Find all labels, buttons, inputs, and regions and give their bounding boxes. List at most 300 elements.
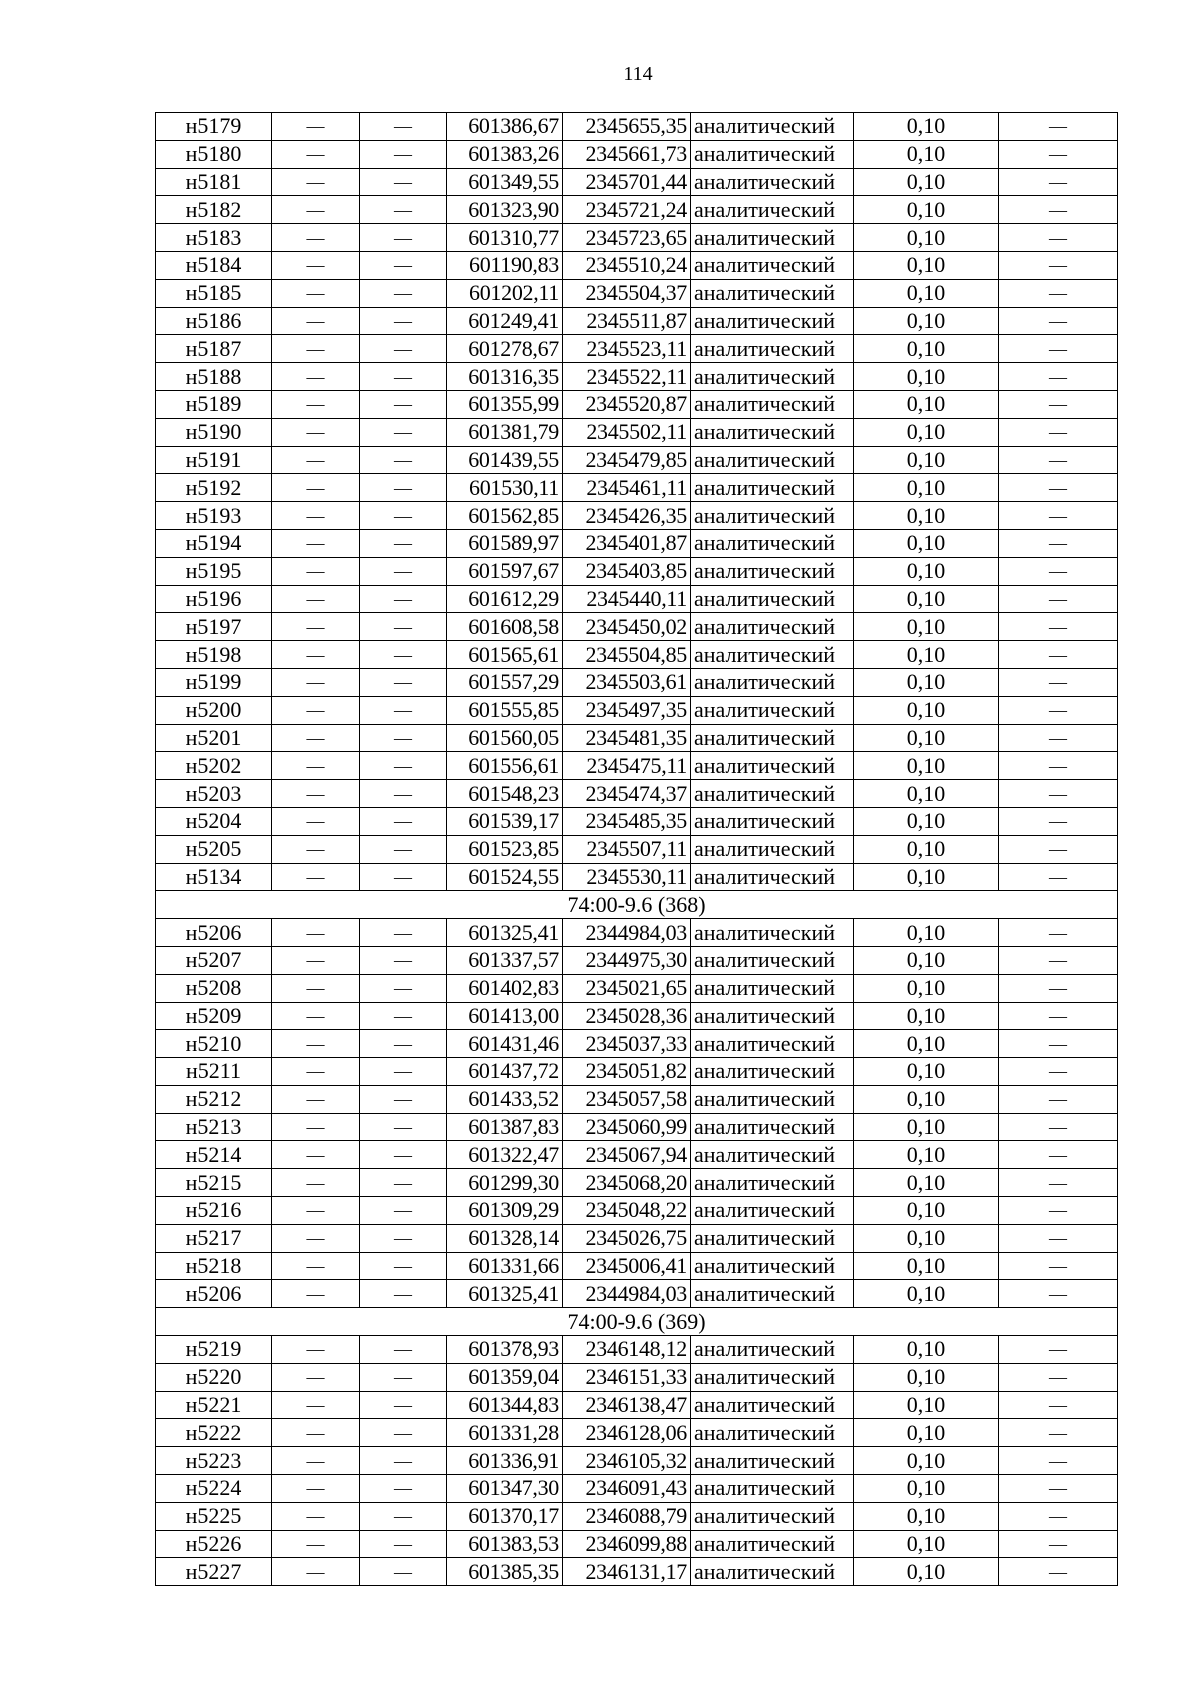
x-coordinate-cell: 601355,99: [447, 390, 563, 418]
method-cell: аналитический: [691, 307, 854, 335]
table-row: [156, 279, 1118, 307]
point-name-cell: н5222: [156, 1419, 272, 1447]
x-coordinate-cell: 601202,11: [447, 279, 563, 307]
method-cell: аналитический: [691, 1085, 854, 1113]
table-row: [156, 1419, 1118, 1447]
accuracy-cell: 0,10: [854, 251, 999, 279]
x-coordinate-cell: 601555,85: [447, 696, 563, 724]
y-coordinate-cell: 2345503,61: [563, 668, 691, 696]
accuracy-cell: 0,10: [854, 1058, 999, 1086]
accuracy-cell: 0,10: [854, 919, 999, 947]
table-row: [156, 1336, 1118, 1364]
x-coordinate-cell: 601383,53: [447, 1530, 563, 1558]
empty-x-cell: —: [272, 1085, 360, 1113]
accuracy-cell: 0,10: [854, 585, 999, 613]
accuracy-cell: 0,10: [854, 613, 999, 641]
empty-y-cell: —: [360, 641, 447, 669]
point-name-cell: н5180: [156, 140, 272, 168]
empty-y-cell: —: [360, 1141, 447, 1169]
accuracy-cell: 0,10: [854, 1363, 999, 1391]
empty-y-cell: —: [360, 1224, 447, 1252]
coordinates-table-body: [156, 113, 1118, 1586]
y-coordinate-cell: 2345037,33: [563, 1030, 691, 1058]
y-coordinate-cell: 2345504,85: [563, 641, 691, 669]
accuracy-cell: 0,10: [854, 390, 999, 418]
x-coordinate-cell: 601413,00: [447, 1002, 563, 1030]
y-coordinate-cell: 2345401,87: [563, 529, 691, 557]
x-coordinate-cell: 601530,11: [447, 474, 563, 502]
method-cell: аналитический: [691, 251, 854, 279]
description-cell: —: [999, 1113, 1118, 1141]
x-coordinate-cell: 601386,67: [447, 113, 563, 141]
accuracy-cell: 0,10: [854, 641, 999, 669]
empty-y-cell: —: [360, 363, 447, 391]
y-coordinate-cell: 2346131,17: [563, 1558, 691, 1586]
y-coordinate-cell: 2345507,11: [563, 835, 691, 863]
empty-y-cell: —: [360, 557, 447, 585]
description-cell: —: [999, 1141, 1118, 1169]
method-cell: аналитический: [691, 752, 854, 780]
method-cell: аналитический: [691, 1224, 854, 1252]
empty-x-cell: —: [272, 1058, 360, 1086]
point-name-cell: н5202: [156, 752, 272, 780]
description-cell: —: [999, 641, 1118, 669]
method-cell: аналитический: [691, 140, 854, 168]
description-cell: —: [999, 780, 1118, 808]
accuracy-cell: 0,10: [854, 418, 999, 446]
table-row: [156, 196, 1118, 224]
table-row: [156, 668, 1118, 696]
description-cell: —: [999, 1197, 1118, 1225]
x-coordinate-cell: 601323,90: [447, 196, 563, 224]
description-cell: —: [999, 974, 1118, 1002]
table-row: [156, 140, 1118, 168]
empty-x-cell: —: [272, 557, 360, 585]
y-coordinate-cell: 2345504,37: [563, 279, 691, 307]
x-coordinate-cell: 601331,66: [447, 1252, 563, 1280]
accuracy-cell: 0,10: [854, 1419, 999, 1447]
description-cell: —: [999, 835, 1118, 863]
x-coordinate-cell: 601190,83: [447, 251, 563, 279]
empty-x-cell: —: [272, 502, 360, 530]
method-cell: аналитический: [691, 1419, 854, 1447]
description-cell: —: [999, 1336, 1118, 1364]
method-cell: аналитический: [691, 919, 854, 947]
x-coordinate-cell: 601381,79: [447, 418, 563, 446]
point-name-cell: н5198: [156, 641, 272, 669]
y-coordinate-cell: 2345403,85: [563, 557, 691, 585]
x-coordinate-cell: 601560,05: [447, 724, 563, 752]
x-coordinate-cell: 601316,35: [447, 363, 563, 391]
y-coordinate-cell: 2346099,88: [563, 1530, 691, 1558]
empty-y-cell: —: [360, 1002, 447, 1030]
point-name-cell: н5191: [156, 446, 272, 474]
empty-x-cell: —: [272, 585, 360, 613]
accuracy-cell: 0,10: [854, 224, 999, 252]
accuracy-cell: 0,10: [854, 363, 999, 391]
empty-x-cell: —: [272, 363, 360, 391]
table-row: [156, 446, 1118, 474]
method-cell: аналитический: [691, 1447, 854, 1475]
description-cell: —: [999, 613, 1118, 641]
x-coordinate-cell: 601370,17: [447, 1502, 563, 1530]
description-cell: —: [999, 863, 1118, 891]
method-cell: аналитический: [691, 974, 854, 1002]
empty-x-cell: —: [272, 919, 360, 947]
y-coordinate-cell: 2344984,03: [563, 919, 691, 947]
point-name-cell: н5204: [156, 807, 272, 835]
empty-x-cell: —: [272, 1419, 360, 1447]
empty-x-cell: —: [272, 696, 360, 724]
y-coordinate-cell: 2346138,47: [563, 1391, 691, 1419]
method-cell: аналитический: [691, 1502, 854, 1530]
empty-y-cell: —: [360, 390, 447, 418]
x-coordinate-cell: 601387,83: [447, 1113, 563, 1141]
y-coordinate-cell: 2345481,35: [563, 724, 691, 752]
section-label: 74:00-9.6 (368): [156, 891, 1118, 919]
table-row: [156, 1224, 1118, 1252]
description-cell: —: [999, 1363, 1118, 1391]
table-row: [156, 1058, 1118, 1086]
empty-x-cell: —: [272, 196, 360, 224]
table-row: [156, 613, 1118, 641]
empty-x-cell: —: [272, 251, 360, 279]
point-name-cell: н5211: [156, 1058, 272, 1086]
empty-x-cell: —: [272, 1002, 360, 1030]
table-row: [156, 307, 1118, 335]
description-cell: —: [999, 724, 1118, 752]
point-name-cell: н5193: [156, 502, 272, 530]
accuracy-cell: 0,10: [854, 835, 999, 863]
point-name-cell: н5205: [156, 835, 272, 863]
description-cell: —: [999, 224, 1118, 252]
accuracy-cell: 0,10: [854, 529, 999, 557]
x-coordinate-cell: 601336,91: [447, 1447, 563, 1475]
x-coordinate-cell: 601299,30: [447, 1169, 563, 1197]
point-name-cell: н5213: [156, 1113, 272, 1141]
x-coordinate-cell: 601565,61: [447, 641, 563, 669]
empty-y-cell: —: [360, 1558, 447, 1586]
x-coordinate-cell: 601347,30: [447, 1475, 563, 1503]
description-cell: —: [999, 807, 1118, 835]
table-row: [156, 418, 1118, 446]
accuracy-cell: 0,10: [854, 724, 999, 752]
method-cell: аналитический: [691, 1030, 854, 1058]
point-name-cell: н5196: [156, 585, 272, 613]
description-cell: —: [999, 1391, 1118, 1419]
y-coordinate-cell: 2345655,35: [563, 113, 691, 141]
table-row: [156, 1363, 1118, 1391]
empty-x-cell: —: [272, 1113, 360, 1141]
method-cell: аналитический: [691, 641, 854, 669]
empty-y-cell: —: [360, 1085, 447, 1113]
point-name-cell: н5182: [156, 196, 272, 224]
point-name-cell: н5200: [156, 696, 272, 724]
empty-y-cell: —: [360, 418, 447, 446]
point-name-cell: н5183: [156, 224, 272, 252]
table-row: [156, 641, 1118, 669]
point-name-cell: н5224: [156, 1475, 272, 1503]
x-coordinate-cell: 601344,83: [447, 1391, 563, 1419]
point-name-cell: н5221: [156, 1391, 272, 1419]
empty-x-cell: —: [272, 641, 360, 669]
accuracy-cell: 0,10: [854, 780, 999, 808]
accuracy-cell: 0,10: [854, 557, 999, 585]
x-coordinate-cell: 601359,04: [447, 1363, 563, 1391]
empty-x-cell: —: [272, 446, 360, 474]
x-coordinate-cell: 601331,28: [447, 1419, 563, 1447]
method-cell: аналитический: [691, 1530, 854, 1558]
accuracy-cell: 0,10: [854, 502, 999, 530]
empty-x-cell: —: [272, 1391, 360, 1419]
empty-y-cell: —: [360, 1530, 447, 1558]
table-row: [156, 529, 1118, 557]
description-cell: —: [999, 390, 1118, 418]
description-cell: —: [999, 446, 1118, 474]
empty-y-cell: —: [360, 1058, 447, 1086]
x-coordinate-cell: 601337,57: [447, 946, 563, 974]
empty-x-cell: —: [272, 1224, 360, 1252]
accuracy-cell: 0,10: [854, 168, 999, 196]
accuracy-cell: 0,10: [854, 668, 999, 696]
method-cell: аналитический: [691, 1280, 854, 1308]
empty-x-cell: —: [272, 1252, 360, 1280]
accuracy-cell: 0,10: [854, 1002, 999, 1030]
table-row: [156, 1002, 1118, 1030]
table-row: [156, 974, 1118, 1002]
x-coordinate-cell: 601539,17: [447, 807, 563, 835]
description-cell: —: [999, 363, 1118, 391]
description-cell: —: [999, 1169, 1118, 1197]
empty-x-cell: —: [272, 1169, 360, 1197]
y-coordinate-cell: 2345461,11: [563, 474, 691, 502]
x-coordinate-cell: 601523,85: [447, 835, 563, 863]
empty-y-cell: —: [360, 780, 447, 808]
empty-y-cell: —: [360, 224, 447, 252]
method-cell: аналитический: [691, 196, 854, 224]
empty-y-cell: —: [360, 724, 447, 752]
point-name-cell: н5197: [156, 613, 272, 641]
method-cell: аналитический: [691, 1197, 854, 1225]
empty-y-cell: —: [360, 752, 447, 780]
y-coordinate-cell: 2345497,35: [563, 696, 691, 724]
y-coordinate-cell: 2345450,02: [563, 613, 691, 641]
empty-y-cell: —: [360, 1030, 447, 1058]
method-cell: аналитический: [691, 224, 854, 252]
accuracy-cell: 0,10: [854, 1502, 999, 1530]
x-coordinate-cell: 601402,83: [447, 974, 563, 1002]
empty-y-cell: —: [360, 1502, 447, 1530]
empty-x-cell: —: [272, 418, 360, 446]
point-name-cell: н5218: [156, 1252, 272, 1280]
accuracy-cell: 0,10: [854, 974, 999, 1002]
method-cell: аналитический: [691, 168, 854, 196]
empty-x-cell: —: [272, 390, 360, 418]
empty-y-cell: —: [360, 863, 447, 891]
table-row: [156, 752, 1118, 780]
x-coordinate-cell: 601378,93: [447, 1336, 563, 1364]
method-cell: аналитический: [691, 1336, 854, 1364]
accuracy-cell: 0,10: [854, 335, 999, 363]
y-coordinate-cell: 2345475,11: [563, 752, 691, 780]
x-coordinate-cell: 601612,29: [447, 585, 563, 613]
y-coordinate-cell: 2345048,22: [563, 1197, 691, 1225]
y-coordinate-cell: 2345520,87: [563, 390, 691, 418]
empty-y-cell: —: [360, 613, 447, 641]
empty-y-cell: —: [360, 446, 447, 474]
method-cell: аналитический: [691, 780, 854, 808]
description-cell: —: [999, 919, 1118, 947]
point-name-cell: н5184: [156, 251, 272, 279]
accuracy-cell: 0,10: [854, 307, 999, 335]
x-coordinate-cell: 601278,67: [447, 335, 563, 363]
point-name-cell: н5190: [156, 418, 272, 446]
empty-y-cell: —: [360, 1113, 447, 1141]
x-coordinate-cell: 601439,55: [447, 446, 563, 474]
empty-x-cell: —: [272, 863, 360, 891]
y-coordinate-cell: 2345051,82: [563, 1058, 691, 1086]
x-coordinate-cell: 601328,14: [447, 1224, 563, 1252]
description-cell: —: [999, 1530, 1118, 1558]
table-row: [156, 585, 1118, 613]
table-row: [156, 224, 1118, 252]
empty-x-cell: —: [272, 335, 360, 363]
x-coordinate-cell: 601309,29: [447, 1197, 563, 1225]
empty-x-cell: —: [272, 752, 360, 780]
y-coordinate-cell: 2345021,65: [563, 974, 691, 1002]
empty-x-cell: —: [272, 613, 360, 641]
x-coordinate-cell: 601385,35: [447, 1558, 563, 1586]
y-coordinate-cell: 2345721,24: [563, 196, 691, 224]
empty-y-cell: —: [360, 474, 447, 502]
table-row: [156, 1475, 1118, 1503]
y-coordinate-cell: 2346151,33: [563, 1363, 691, 1391]
table-row: [156, 1558, 1118, 1586]
y-coordinate-cell: 2345426,35: [563, 502, 691, 530]
description-cell: —: [999, 752, 1118, 780]
section-header-row: [156, 891, 1118, 919]
method-cell: аналитический: [691, 502, 854, 530]
accuracy-cell: 0,10: [854, 863, 999, 891]
y-coordinate-cell: 2345723,65: [563, 224, 691, 252]
accuracy-cell: 0,10: [854, 196, 999, 224]
method-cell: аналитический: [691, 418, 854, 446]
section-label: 74:00-9.6 (369): [156, 1308, 1118, 1336]
accuracy-cell: 0,10: [854, 1447, 999, 1475]
table-row: [156, 1530, 1118, 1558]
accuracy-cell: 0,10: [854, 1280, 999, 1308]
table-row: [156, 1502, 1118, 1530]
point-name-cell: н5219: [156, 1336, 272, 1364]
table-row: [156, 1197, 1118, 1225]
table-row: [156, 335, 1118, 363]
method-cell: аналитический: [691, 474, 854, 502]
x-coordinate-cell: 601322,47: [447, 1141, 563, 1169]
description-cell: —: [999, 1475, 1118, 1503]
empty-x-cell: —: [272, 974, 360, 1002]
point-name-cell: н5217: [156, 1224, 272, 1252]
method-cell: аналитический: [691, 1391, 854, 1419]
empty-x-cell: —: [272, 724, 360, 752]
table-row: [156, 1113, 1118, 1141]
point-name-cell: н5206: [156, 1280, 272, 1308]
point-name-cell: н5225: [156, 1502, 272, 1530]
accuracy-cell: 0,10: [854, 946, 999, 974]
empty-y-cell: —: [360, 502, 447, 530]
accuracy-cell: 0,10: [854, 1475, 999, 1503]
description-cell: —: [999, 1447, 1118, 1475]
description-cell: —: [999, 502, 1118, 530]
method-cell: аналитический: [691, 1058, 854, 1086]
accuracy-cell: 0,10: [854, 1252, 999, 1280]
point-name-cell: н5227: [156, 1558, 272, 1586]
description-cell: —: [999, 168, 1118, 196]
accuracy-cell: 0,10: [854, 752, 999, 780]
point-name-cell: н5179: [156, 113, 272, 141]
empty-x-cell: —: [272, 1447, 360, 1475]
method-cell: аналитический: [691, 1169, 854, 1197]
accuracy-cell: 0,10: [854, 1336, 999, 1364]
x-coordinate-cell: 601524,55: [447, 863, 563, 891]
description-cell: —: [999, 335, 1118, 363]
point-name-cell: н5181: [156, 168, 272, 196]
description-cell: —: [999, 1280, 1118, 1308]
method-cell: аналитический: [691, 807, 854, 835]
method-cell: аналитический: [691, 835, 854, 863]
accuracy-cell: 0,10: [854, 807, 999, 835]
accuracy-cell: 0,10: [854, 696, 999, 724]
method-cell: аналитический: [691, 279, 854, 307]
method-cell: аналитический: [691, 529, 854, 557]
empty-y-cell: —: [360, 529, 447, 557]
empty-x-cell: —: [272, 474, 360, 502]
description-cell: —: [999, 279, 1118, 307]
y-coordinate-cell: 2345510,24: [563, 251, 691, 279]
description-cell: —: [999, 585, 1118, 613]
method-cell: аналитический: [691, 1141, 854, 1169]
table-row: [156, 863, 1118, 891]
description-cell: —: [999, 1419, 1118, 1447]
empty-y-cell: —: [360, 807, 447, 835]
y-coordinate-cell: 2344984,03: [563, 1280, 691, 1308]
x-coordinate-cell: 601310,77: [447, 224, 563, 252]
empty-y-cell: —: [360, 946, 447, 974]
point-name-cell: н5208: [156, 974, 272, 1002]
x-coordinate-cell: 601597,67: [447, 557, 563, 585]
accuracy-cell: 0,10: [854, 1224, 999, 1252]
table-row: [156, 1280, 1118, 1308]
coordinates-table: [155, 112, 1118, 1586]
empty-x-cell: —: [272, 1197, 360, 1225]
empty-y-cell: —: [360, 696, 447, 724]
method-cell: аналитический: [691, 1363, 854, 1391]
point-name-cell: н5210: [156, 1030, 272, 1058]
empty-y-cell: —: [360, 1363, 447, 1391]
description-cell: —: [999, 1558, 1118, 1586]
x-coordinate-cell: 601325,41: [447, 1280, 563, 1308]
point-name-cell: н5215: [156, 1169, 272, 1197]
x-coordinate-cell: 601433,52: [447, 1085, 563, 1113]
empty-x-cell: —: [272, 668, 360, 696]
empty-y-cell: —: [360, 1336, 447, 1364]
table-row: [156, 113, 1118, 141]
y-coordinate-cell: 2345485,35: [563, 807, 691, 835]
description-cell: —: [999, 1002, 1118, 1030]
y-coordinate-cell: 2345057,58: [563, 1085, 691, 1113]
description-cell: —: [999, 474, 1118, 502]
table-row: [156, 780, 1118, 808]
empty-y-cell: —: [360, 1419, 447, 1447]
